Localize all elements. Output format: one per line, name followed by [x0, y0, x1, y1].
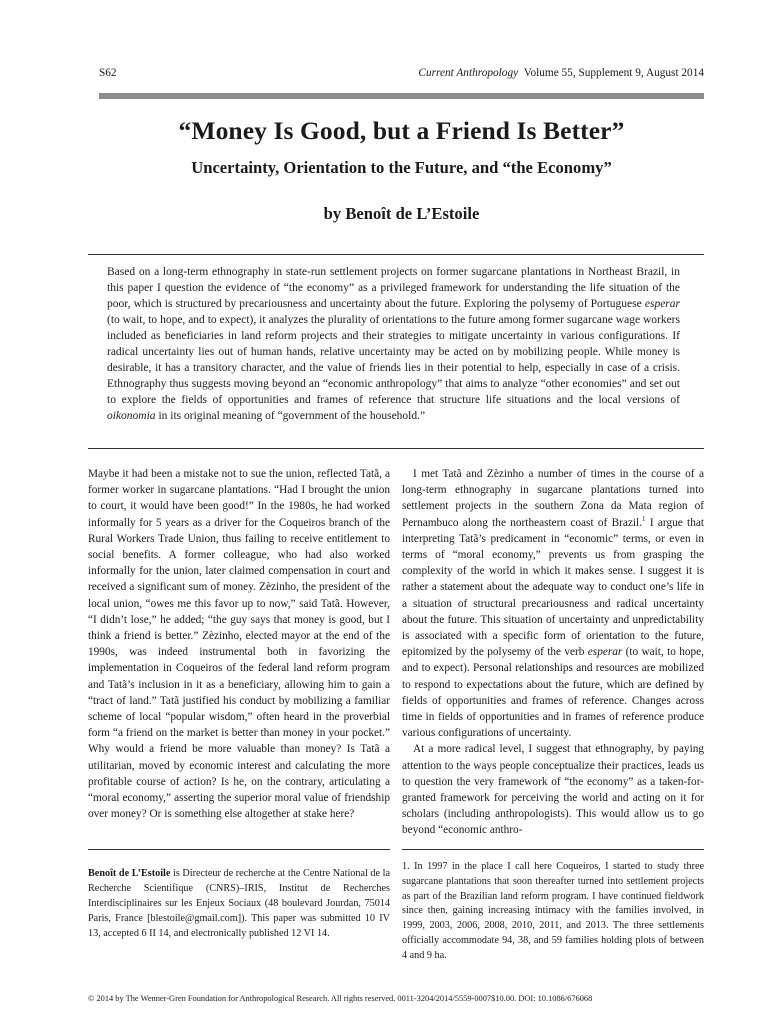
- article-byline: by Benoît de L’Estoile: [323, 204, 480, 223]
- abstract-italic-term: esperar: [644, 298, 680, 311]
- author-note: Benoît de L’Estoile is Directeur de recherche at the Centre National de la Recherche Scientifique (CNRS)–IRIS, Institut de Recherches Interdisciplinaires sur les Enjeux Sociaux (48 boulevard Jourdan, 75014 Paris, France [blestoile@gmail.com]). This paper was submitted 10 IV 13, accepted 6 II 14, and electronically published 12 VI 14.: [88, 868, 391, 939]
- volume-info: Volume 55, Supplement 9, August 2014: [523, 67, 704, 79]
- author-note-rule: [88, 849, 390, 850]
- running-head: [99, 67, 704, 85]
- copyright-line: © 2014 by The Wenner-Gren Foundation for Anthropological Research. All rights reserved. 0011-3204/2014/5559-0007$10.00. DOI: 10.1086/676068: [88, 994, 593, 1003]
- body-column-left: [88, 466, 390, 822]
- body-column-right: [402, 466, 704, 839]
- article-title: “Money Is Good, but a Friend Is Better”: [178, 116, 625, 145]
- abstract-top-rule: [88, 254, 704, 255]
- body-paragraph: Maybe it had been a mistake not to sue the union, reflected Tatã, a former worker in sugarcane plantations. “Had I brought the union to court, it would have been good!” In the 1980s, he had worked informally for 5 years as a driver for the Coqueiros branch of the Rural Workers Trade Union, thus failing to receive entitlement to social benefits. A former colleague, who had also worked informally for the union, later claimed compensation in court and received a significant sum of money. Zèzinho, the president of the local union, “owes me this favor up to now,” said Tatã. However, “I didn’t lose,” he added; “the guy says that money is good, but I think a friend is better.” Zèzinho, elected mayor at the end of the 1990s, was indeed instrumental both in favorizing the implementation in Coqueiros of the federal land reform program and Tatã’s inclusion in it as a beneficiary, allowing him to gain a “tract of land.” Tatã justified his conduct by mobilizing a familiar scheme of local “popular wisdom,” often heard in the proverbial form “a friend on the market is better than money in your pocket.” Why would a friend be more valuable than money? Is Tatã a utilitarian, moved by economic interest and calculating the more profitable course of action? Is he, on the contrary, articulating a “moral economy,” asserting the superior moral value of friendship over money? Or is something else altogether at stake here?: [88, 468, 390, 821]
- abstract: Based on a long-term ethnography in state-run settlement projects on former sugarcane plantations in Northeast Brazil, in this paper I question the evidence of “the economy” as a privileged framework for understanding the life situation of the poor, which is structured by precariousness and uncertainty about the future. Exploring the polysemy of Portuguese esperar (to wait, to hope, and to expect), it analyzes the plurality of orientations to the future among former sugarcane wage workers included as beneficiaries in land reform projects and their strategies to mitigate uncertainty in various configurations. If radical uncertainty lies out of human hands, relative uncertainty may be acted on by mobilizing people. While money is desirable, it has a transitory character, and the value of friends lies in their potential to help, especially in case of a crisis. Ethnography thus suggests moving beyond an “economic anthropology” that aims to analyze “other economies” and set out to explore the fields of opportunities and frames of reference that structure life situations and the local versions of oikonomia in its original meaning of “government of the household.”: [107, 266, 680, 423]
- italic-term: esperar: [587, 646, 623, 659]
- footnote: 1. In 1997 in the place I call here Coqueiros, I started to study three sugarcane plantations that soon thereafter turned into settlement projects as part of the Brazilian land reform program. I have continued fieldwork since then, gaining increasing intimacy with the families involved, in 1999, 2003, 2006, 2008, 2010, 2011, and 2013. The three settlements officially accommodate 94, 38, and 59 families holding plots of between 4 and 9 ha.: [402, 861, 704, 961]
- author-name: Benoît de L’Estoile: [88, 868, 171, 879]
- journal-citation: [418, 67, 704, 79]
- journal-name: Current Anthropology: [418, 67, 519, 79]
- abstract-bottom-rule: [88, 448, 704, 449]
- header-rule: [99, 93, 704, 99]
- article-subtitle: Uncertainty, Orientation to the Future, and “the Economy”: [191, 158, 612, 177]
- body-paragraph: At a more radical level, I suggest that ethnography, by paying attention to the ways people conceptualize their practices, leads us to question the very framework of “the economy” as a taken-for-granted framework for perceiving the world and acting on it for scholars (including anthropologists). This would allow us to go beyond “economic anthro-: [402, 743, 704, 837]
- body-paragraph: I met Tatã and Zèzinho a number of times in the course of a long-term ethnography in sugarcane plantations turned into settlement projects in the southern Zona da Mata region of Pernambuco along the northeastern coast of Brazil.$^1$ I argue that interpreting Tatã’s predicament in “economic” terms, or even in terms of “moral economy,” prevents us from grasping the complexity of the world in which it makes sense. I suggest it is rather a statement about the adequate way to conduct one’s life in a situation of structural precariousness and radical uncertainty about the future. This situation of uncertainty and unpredictability is associated with a specific form of orientation to the future, epitomized by the polysemy of the verb esperar (to wait, to hope, and to expect). Personal relationships and resources are mobilized to respond to expectations about the future, which are defined by fields of opportunities and frames of reference. Changes across time in fields of opportunities and in frames of reference produce various configurations of uncertainty.: [402, 468, 705, 740]
- footnote-rule: [402, 849, 704, 850]
- page-number: S62: [99, 67, 117, 79]
- footnote-marker[interactable]: 1: [642, 514, 646, 523]
- abstract-italic-term: oikonomia: [107, 410, 156, 423]
